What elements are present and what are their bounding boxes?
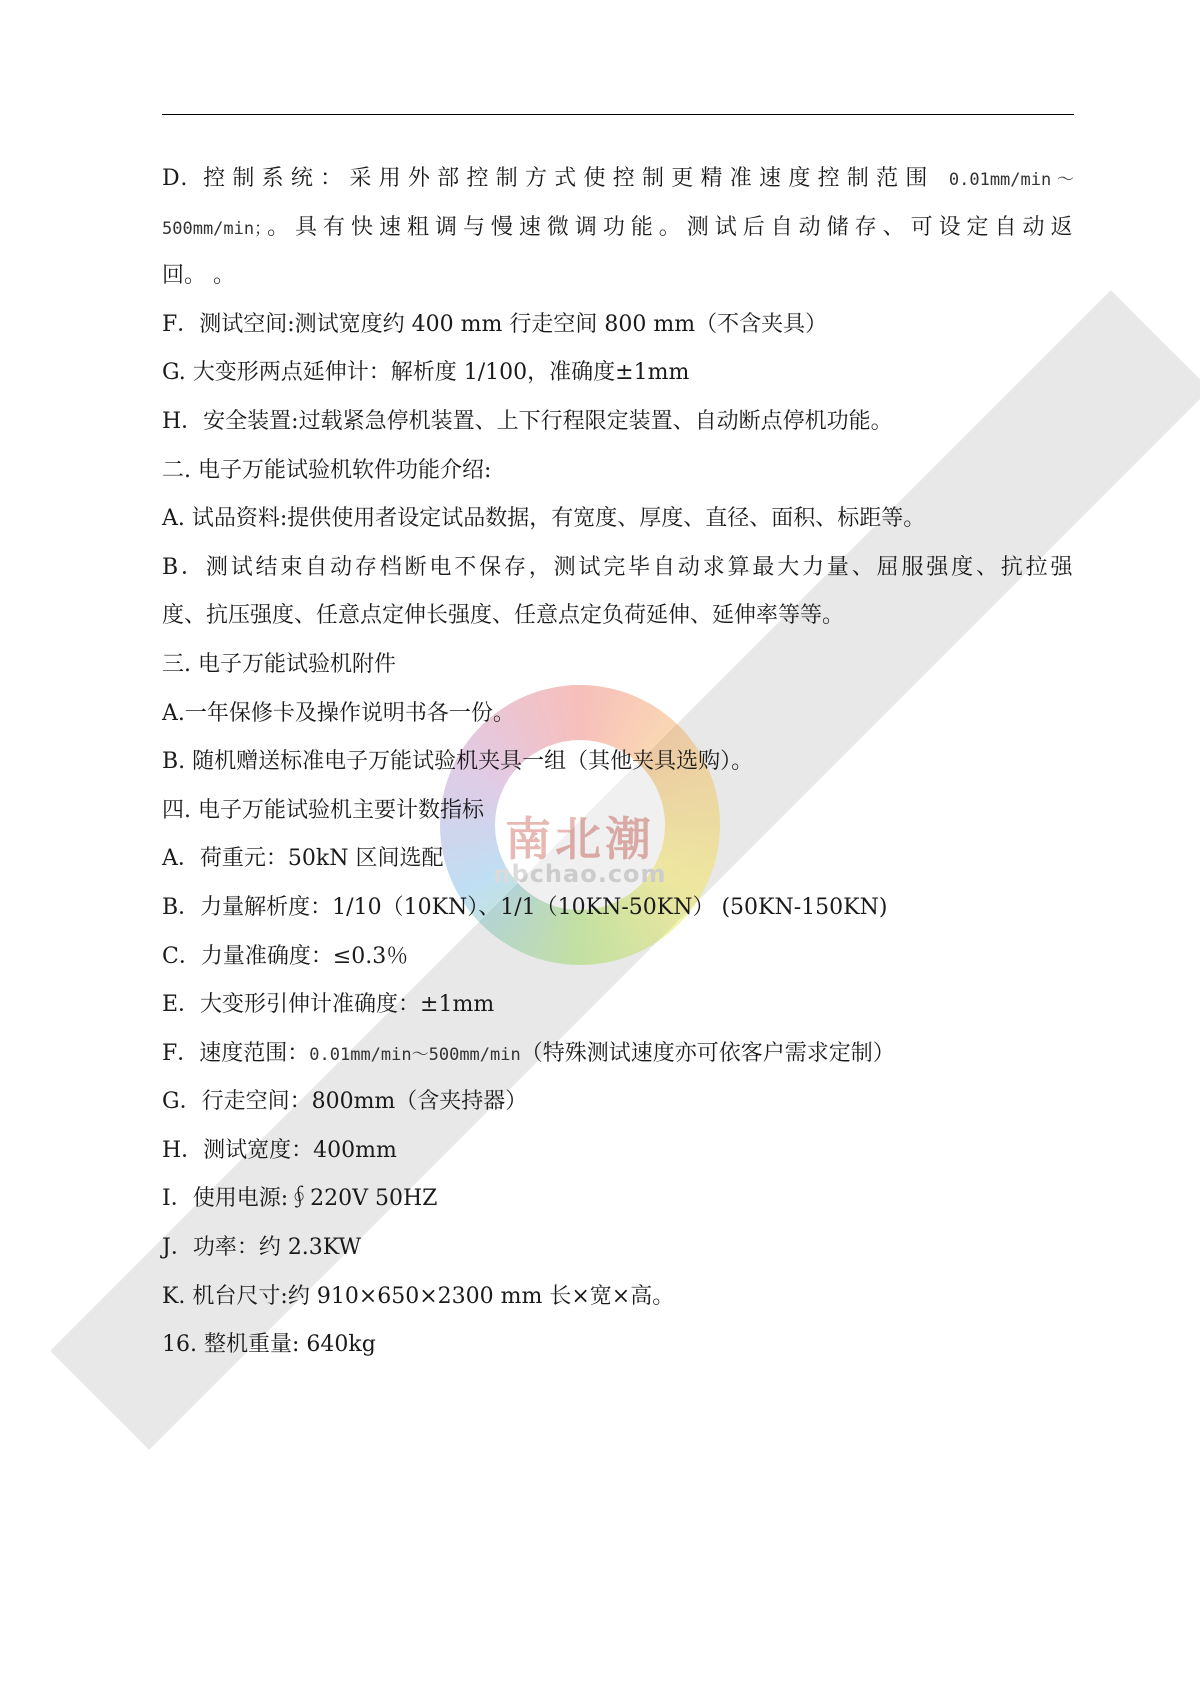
line-text: H．测试宽度：400mm bbox=[162, 1137, 397, 1163]
spec-line bbox=[162, 981, 1074, 1030]
line-text: （特殊测试速度亦可依客户需求定制） bbox=[520, 1040, 895, 1066]
watermark-domain: nbchao.com bbox=[493, 860, 667, 888]
paragraph-line bbox=[162, 690, 1074, 739]
line-text: B. 随机赠送标准电子万能试验机夹具一组（其他夹具选购）。 bbox=[162, 749, 754, 775]
paragraph-line bbox=[162, 155, 1074, 204]
spec-line bbox=[162, 1273, 1074, 1322]
line-text: K. 机台尺寸:约 910×650×2300 mm 长×宽×高。 bbox=[162, 1283, 675, 1309]
spec-line bbox=[162, 933, 1074, 982]
line-text: G. 大变形两点延伸计：解析度 1/100，准确度±1mm bbox=[162, 360, 690, 386]
spec-line bbox=[162, 1175, 1074, 1224]
line-text: F．测试空间:测试宽度约 400 mm 行走空间 800 mm（不含夹具） bbox=[162, 311, 828, 337]
spec-line bbox=[162, 884, 1074, 933]
spec-line bbox=[162, 835, 1074, 884]
paragraph-line bbox=[162, 252, 1074, 301]
line-text: 。具有快速粗调与慢速微调功能。测试后自动储存、可设定自动返 bbox=[262, 214, 1074, 240]
paragraph-line bbox=[162, 398, 1074, 447]
line-text: 度、抗压强度、任意点定伸长强度、任意点定负荷延伸、延伸率等等。 bbox=[162, 603, 845, 629]
paragraph-line bbox=[162, 495, 1074, 544]
spec-line bbox=[162, 1127, 1074, 1176]
line-text: I．使用电源:∮220V 50HZ bbox=[162, 1186, 438, 1212]
line-text: E．大变形引伸计准确度：±1mm bbox=[162, 992, 495, 1018]
line-text: 三. 电子万能试验机附件 bbox=[162, 651, 396, 677]
document-body bbox=[162, 155, 1074, 1370]
line-text: A. 试品资料:提供使用者设定试品数据，有宽度、厚度、直径、面积、标距等。 bbox=[162, 506, 926, 532]
section-heading bbox=[162, 787, 1074, 836]
line-mono: 0.01mm/min～500mm/min bbox=[309, 1044, 521, 1065]
line-text: H．安全装置:过载紧急停机装置、上下行程限定装置、自动断点停机功能。 bbox=[162, 408, 893, 434]
line-text: F．速度范围： bbox=[162, 1040, 310, 1066]
section-heading bbox=[162, 641, 1074, 690]
line-text: 二. 电子万能试验机软件功能介绍: bbox=[162, 457, 492, 483]
paragraph-line bbox=[162, 349, 1074, 398]
section-heading bbox=[162, 447, 1074, 496]
line-text: J．功率：约 2.3KW bbox=[162, 1235, 362, 1261]
line-text: A．荷重元：50kN 区间选配 bbox=[162, 846, 444, 872]
paragraph-line bbox=[162, 301, 1074, 350]
spec-line bbox=[162, 1224, 1074, 1273]
line-text: A.一年保修卡及操作说明书各一份。 bbox=[162, 700, 515, 726]
line-text: B．力量解析度：1/10（10KN）、1/1（10KN-50KN） (50KN-150KN) bbox=[162, 894, 888, 920]
line-text: 回。 。 bbox=[162, 263, 235, 289]
paragraph-line bbox=[162, 204, 1074, 253]
spec-line bbox=[162, 1078, 1074, 1127]
paragraph-line bbox=[162, 592, 1074, 641]
paragraph-line bbox=[162, 544, 1074, 593]
line-text: D. 控制系统：采用外部控制方式使控制更精准速度控制范围 bbox=[162, 166, 949, 191]
line-text: 四. 电子万能试验机主要计数指标 bbox=[162, 797, 484, 823]
line-text: C．力量准确度：≤0.3％ bbox=[162, 943, 409, 969]
spec-line bbox=[162, 1321, 1074, 1370]
line-mono: 500mm/min； bbox=[162, 218, 263, 239]
line-text: 16. 整机重量: 640kg bbox=[162, 1332, 376, 1358]
header-rule bbox=[162, 114, 1074, 115]
line-text: G．行走空间：800mm（含夹持器） bbox=[162, 1089, 528, 1115]
line-mono: 0.01mm/min～ bbox=[948, 170, 1074, 190]
spec-line bbox=[162, 1030, 1074, 1079]
line-text: B．测试结束自动存档断电不保存，测试完毕自动求算最大力量、屈服强度、抗拉强 bbox=[162, 554, 1074, 580]
watermark-logo-text: 南北潮 bbox=[505, 812, 655, 866]
paragraph-line bbox=[162, 738, 1074, 787]
